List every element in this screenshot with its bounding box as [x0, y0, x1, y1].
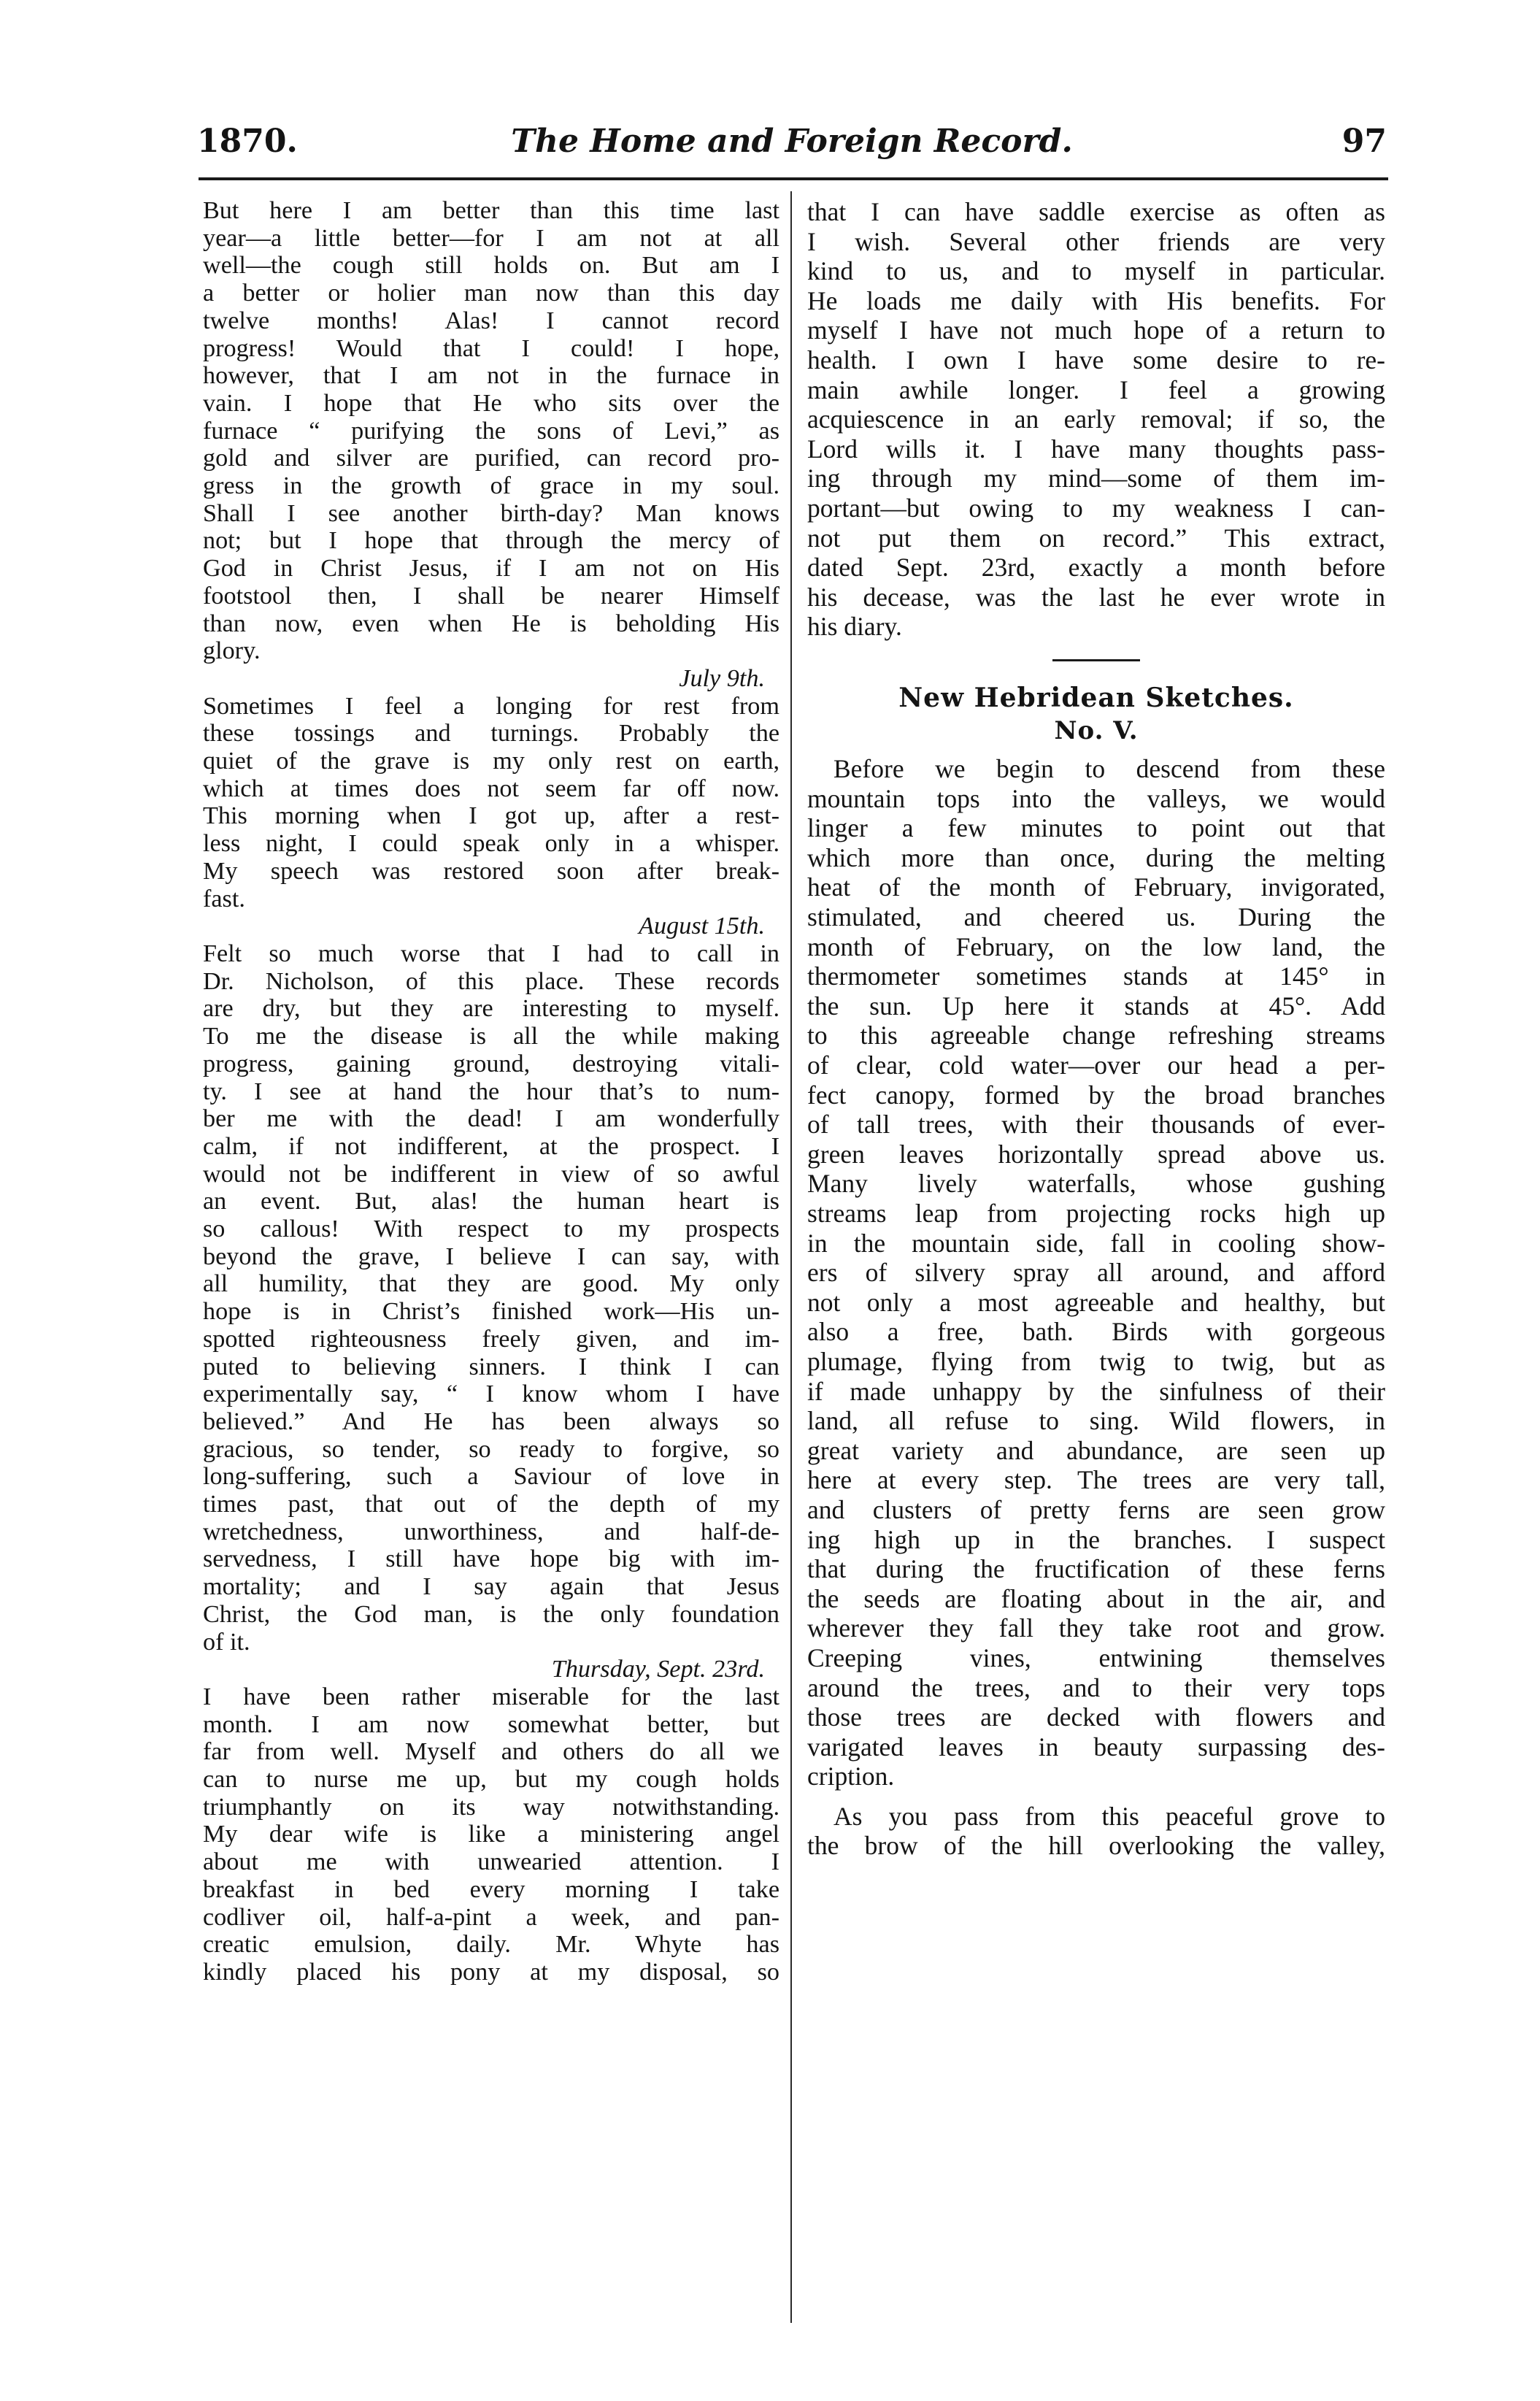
text-line: about me with unwearied attention. I	[203, 1848, 779, 1876]
text-line: the sun. Up here it stands at 45°. Add	[807, 991, 1385, 1021]
text-line: thermometer sometimes stands at 145° in	[807, 961, 1385, 991]
section-title: New Hebridean Sketches.	[898, 682, 1294, 713]
text-line: twelve months! Alas! I cannot record	[203, 307, 779, 334]
text-line: long-suffering, such a Saviour of love in	[203, 1463, 779, 1491]
text-line: gold and silver are purified, can record pro-	[203, 445, 779, 472]
text-line: far from well. Myself and others do all we	[203, 1738, 779, 1766]
text-line: and clusters of pretty ferns are seen grow	[807, 1494, 1385, 1524]
text-line: ing high up in the branches. I suspect	[807, 1524, 1385, 1554]
text-line: cription.	[807, 1762, 895, 1791]
text-line: streams leap from projecting rocks high up	[807, 1199, 1385, 1228]
text-line: in the mountain side, fall in cooling show-	[807, 1228, 1385, 1258]
page-header	[197, 123, 1387, 166]
text-line: mortality; and I say again that Jesus	[203, 1573, 779, 1601]
text-line: Felt so much worse that I had to call in	[203, 940, 779, 967]
text-line: hope is in Christ’s finished work—His un-	[203, 1298, 779, 1326]
text-line: puted to believing sinners. I think I can	[203, 1353, 779, 1380]
text-line: an event. But, alas! the human heart is	[203, 1188, 779, 1215]
text-line: dated Sept. 23rd, exactly a month before	[807, 553, 1385, 583]
text-line: ing through my mind—some of them im-	[807, 464, 1385, 493]
paragraph-gap	[807, 1791, 1385, 1802]
text-line: Shall I see another birth-day? Man knows	[203, 499, 779, 527]
section-number: No. V.	[1054, 715, 1139, 745]
text-line: But here I am better than this time last	[203, 197, 779, 224]
text-line: the seeds are floating about in the air, and	[807, 1583, 1385, 1613]
text-line: times past, that out of the depth of my	[203, 1491, 779, 1518]
text-line: health. I own I have some desire to re-	[807, 345, 1385, 374]
diary-date: July 9th.	[679, 664, 765, 692]
text-line: codliver oil, half-a-pint a week, and pan-	[203, 1903, 779, 1931]
text-line: I have been rather miserable for the last	[203, 1683, 779, 1710]
text-line: can to nurse me up, but my cough holds	[203, 1766, 779, 1794]
text-line: heat of the month of February, invigorated,	[807, 872, 1385, 902]
text-line: creatic emulsion, daily. Mr. Whyte has	[203, 1931, 779, 1959]
text-line: progress! Would that I could! I hope,	[203, 334, 779, 362]
text-line: not put them on record.” This extract,	[807, 523, 1385, 553]
text-line: stimulated, and cheered us. During the	[807, 902, 1385, 932]
text-line: As you pass from this peaceful grove to	[833, 1801, 1385, 1831]
text-line: main awhile longer. I feel a growing	[807, 374, 1385, 404]
text-line: experimentally say, “ I know whom I have	[203, 1380, 779, 1408]
text-line: triumphantly on its way notwithstanding.	[203, 1793, 779, 1821]
text-line: plumage, flying from twig to twig, but as	[807, 1346, 1385, 1376]
text-line: believed.” And He has been always so	[203, 1407, 779, 1435]
text-line: the brow of the hill overlooking the valley,	[807, 1831, 1385, 1861]
text-line: however, that I am not in the furnace in	[203, 362, 779, 390]
text-line: myself I have not much hope of a return to	[807, 315, 1385, 345]
text-line: which at times does not seem far off now.	[203, 775, 779, 802]
text-line: ty. I see at hand the hour that’s to num-	[203, 1077, 779, 1105]
text-line: servedness, I still have hope big with im-	[203, 1545, 779, 1573]
header-rule	[199, 177, 1388, 180]
diary-date: Thursday, Sept. 23rd.	[551, 1656, 765, 1683]
text-line: those trees are decked with flowers and	[807, 1702, 1385, 1732]
text-line: wherever they fall they take root and grow.	[807, 1613, 1385, 1643]
page-number: 97	[1341, 123, 1387, 160]
journal-title: The Home and Foreign Record.	[511, 123, 1073, 160]
text-line: great variety and abundance, are seen up	[807, 1435, 1385, 1465]
text-line: kindly placed his pony at my disposal, so	[203, 1959, 779, 1986]
text-line: which more than once, during the melting	[807, 842, 1385, 872]
text-line: This morning when I got up, after a rest-	[203, 802, 779, 830]
text-line: beyond the grave, I believe I can say, with	[203, 1242, 779, 1270]
text-line: breakfast in bed every morning I take	[203, 1875, 779, 1903]
text-line: progress, gaining ground, destroying vitali-	[203, 1050, 779, 1077]
paragraph	[203, 1683, 779, 1986]
text-line: Many lively waterfalls, whose gushing	[807, 1169, 1385, 1199]
text-line: green leaves horizontally spread above us.	[807, 1139, 1385, 1169]
text-line: ber me with the dead! I am wonderfully	[203, 1105, 779, 1133]
column-divider	[790, 191, 792, 2323]
paragraph	[203, 197, 779, 665]
text-line: of tall trees, with their thousands of ever-	[807, 1110, 1385, 1140]
text-line: varigated leaves in beauty surpassing des-	[807, 1732, 1385, 1762]
text-line: here at every step. The trees are very tall,	[807, 1465, 1385, 1495]
text-line: gracious, so tender, so ready to forgive, so	[203, 1435, 779, 1463]
diary-date: August 15th.	[639, 913, 765, 940]
paragraph	[807, 1802, 1385, 1861]
text-line: footstool then, I shall be nearer Himself	[203, 582, 779, 610]
text-line: that during the fructification of these ferns	[807, 1554, 1385, 1584]
text-line: land, all refuse to sing. Wild flowers, in	[807, 1406, 1385, 1436]
text-line: are dry, but they are interesting to myself.	[203, 995, 779, 1023]
text-line: month of February, on the low land, the	[807, 931, 1385, 961]
text-line: quiet of the grave is my only rest on earth,	[203, 748, 779, 775]
text-line: of it.	[203, 1628, 250, 1656]
text-line: also a free, bath. Birds with gorgeous	[807, 1317, 1385, 1347]
text-line: My dear wife is like a ministering angel	[203, 1821, 779, 1848]
header-year: 1870.	[197, 123, 298, 160]
text-line: My speech was restored soon after break-	[203, 857, 779, 885]
paragraph	[203, 693, 779, 913]
text-line: To me the disease is all the while making	[203, 1023, 779, 1050]
text-line: than now, even when He is beholding His	[203, 610, 779, 637]
text-line: ers of silvery spray all around, and afford	[807, 1258, 1385, 1288]
text-line: if made unhappy by the sinfulness of their	[807, 1376, 1385, 1406]
text-line: I wish. Several other friends are very	[807, 226, 1385, 256]
text-line: glory.	[203, 637, 261, 665]
right-column	[807, 197, 1385, 1861]
text-line: well—the cough still holds on. But am I	[203, 252, 779, 280]
text-line: portant—but owing to my weakness I can-	[807, 493, 1385, 523]
paragraph	[807, 754, 1385, 1791]
text-line: wretchedness, unworthiness, and half-de-	[203, 1518, 779, 1545]
section-divider	[1052, 659, 1140, 661]
text-line: linger a few minutes to point out that	[807, 813, 1385, 843]
text-line: Sometimes I feel a longing for rest from	[203, 692, 779, 720]
text-line: would not be indifferent in view of so awful	[203, 1160, 779, 1188]
text-line: gress in the growth of grace in my soul.	[203, 472, 779, 500]
text-line: Before we begin to descend from these	[833, 754, 1385, 784]
text-line: all humility, that they are good. My only	[203, 1270, 779, 1298]
text-line: year—a little better—for I am not at all	[203, 224, 779, 252]
text-line: calm, if not indifferent, at the prospect. I	[203, 1132, 779, 1160]
text-line: to this agreeable change refreshing streams	[807, 1021, 1385, 1050]
text-line: that I can have saddle exercise as often as	[807, 197, 1385, 226]
text-line: of clear, cold water—over our head a per-	[807, 1050, 1385, 1080]
text-line: Dr. Nicholson, of this place. These records	[203, 967, 779, 995]
text-line: his decease, was the last he ever wrote in	[807, 582, 1385, 612]
text-line: spotted righteousness freely given, and im-	[203, 1325, 779, 1353]
text-line: He loads me daily with His benefits. For	[807, 285, 1385, 315]
paragraph	[807, 197, 1385, 642]
text-line: vain. I hope that He who sits over the	[203, 389, 779, 417]
text-line: fect canopy, formed by the broad branches	[807, 1080, 1385, 1110]
text-line: kind to us, and to myself in particular.	[807, 256, 1385, 286]
text-line: acquiescence in an early removal; if so, the	[807, 404, 1385, 434]
left-column	[203, 197, 779, 1986]
text-line: around the trees, and to their very tops	[807, 1672, 1385, 1702]
text-line: less night, I could speak only in a whisper.	[203, 830, 779, 858]
text-line: these tossings and turnings. Probably the	[203, 720, 779, 748]
text-line: month. I am now somewhat better, but	[203, 1710, 779, 1738]
text-line: not only a most agreeable and healthy, but	[807, 1287, 1385, 1317]
paragraph	[203, 940, 779, 1656]
text-line: not; but I hope that through the mercy of	[203, 527, 779, 555]
text-line: Christ, the God man, is the only foundation	[203, 1600, 779, 1628]
text-line: his diary.	[807, 612, 902, 642]
text-line: so callous! With respect to my prospects	[203, 1215, 779, 1243]
text-line: fast.	[203, 885, 245, 913]
text-line: Creeping vines, entwining themselves	[807, 1643, 1385, 1672]
text-line: a better or holier man now than this day	[203, 280, 779, 307]
text-line: God in Christ Jesus, if I am not on His	[203, 555, 779, 583]
text-line: Lord wills it. I have many thoughts pass-	[807, 434, 1385, 464]
text-line: mountain tops into the valleys, we would	[807, 783, 1385, 813]
text-line: furnace “ purifying the sons of Levi,” as	[203, 417, 779, 445]
